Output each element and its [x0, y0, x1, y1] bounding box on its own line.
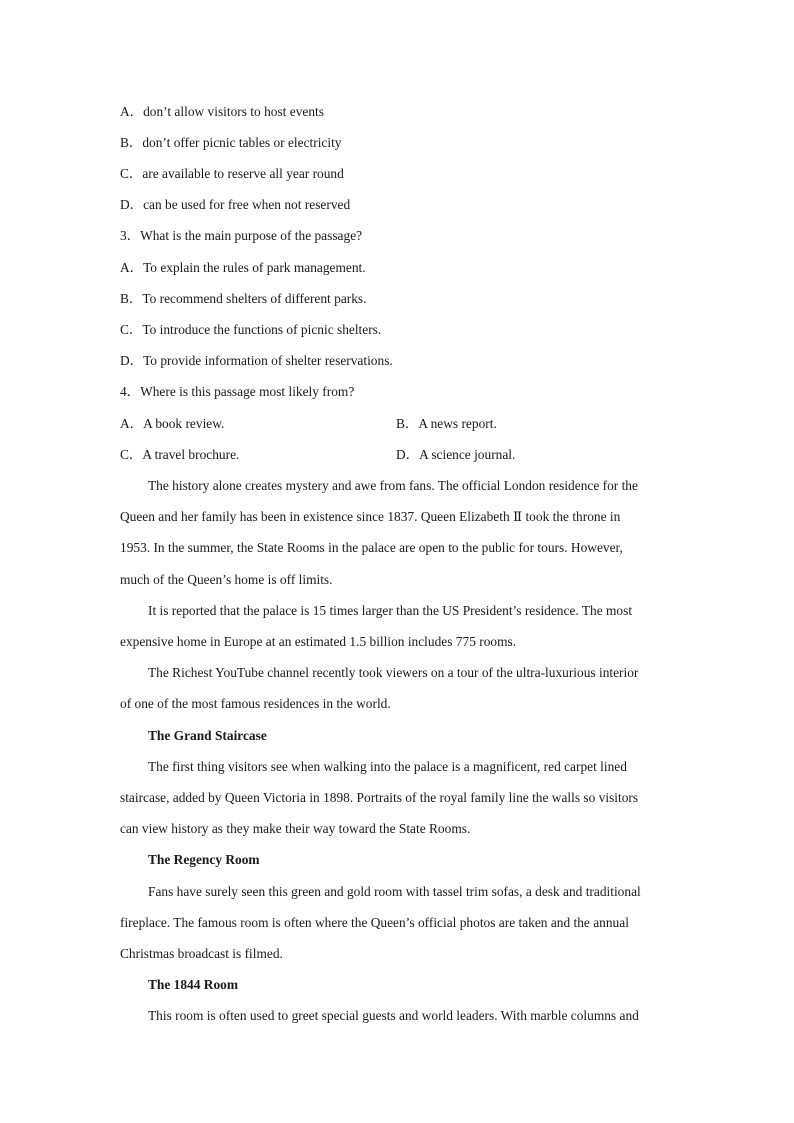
- passage-p4-line: staircase, added by Queen Victoria in 1898. Portraits of the royal family line the walls so visitors: [120, 790, 639, 805]
- q4-option-d: [396, 447, 656, 463]
- q2-option-a: [120, 104, 665, 120]
- passage-p1-line: The history alone creates mystery and awe from fans. The official London residence for the: [148, 478, 638, 493]
- option-letter: C．: [120, 447, 143, 462]
- passage-p1-line: much of the Queen’s home is off limits.: [120, 572, 333, 587]
- passage-p6-line: This room is often used to greet special guests and world leaders. With marble columns and: [148, 1008, 639, 1023]
- passage-p4-line: The first thing visitors see when walking into the palace is a magnificent, red carpet lined: [148, 759, 627, 774]
- passage-p5-line: Christmas broadcast is filmed.: [120, 946, 283, 961]
- option-letter: A．: [120, 260, 144, 275]
- option-letter: B．: [120, 135, 143, 150]
- section-heading-regency-room: The Regency Room: [148, 852, 260, 867]
- option-letter: B．: [120, 291, 143, 306]
- q3-option-d: [120, 353, 665, 369]
- section-heading-1844-room: The 1844 Room: [148, 977, 239, 992]
- passage-p1-line: 1953. In the summer, the State Rooms in the palace are open to the public for tours. However,: [120, 540, 623, 555]
- option-text: To introduce the functions of picnic shelters.: [142, 322, 382, 337]
- q3-option-a: [120, 260, 665, 276]
- passage-p4-line: can view history as they make their way toward the State Rooms.: [120, 821, 471, 836]
- q4-option-c: [120, 447, 380, 463]
- option-letter: D．: [120, 197, 144, 212]
- option-text: don’t offer picnic tables or electricity: [142, 135, 342, 150]
- option-text: To explain the rules of park management.: [143, 260, 366, 275]
- q2-option-d: [120, 197, 665, 213]
- passage-p3-line: The Richest YouTube channel recently took viewers on a tour of the ultra-luxurious interior: [148, 665, 639, 680]
- option-text: A science journal.: [419, 447, 516, 462]
- option-letter: A．: [120, 104, 144, 119]
- passage-p2-line: It is reported that the palace is 15 times larger than the US President’s residence. The most: [148, 603, 633, 618]
- option-text: can be used for free when not reserved: [143, 197, 351, 212]
- option-letter: C．: [120, 166, 143, 181]
- option-letter: B．: [396, 416, 419, 431]
- q3-stem: 3．What is the main purpose of the passage?: [120, 228, 363, 243]
- passage-p5-line: fireplace. The famous room is often where the Queen’s official photos are taken and the annual: [120, 915, 629, 930]
- option-text: To provide information of shelter reservations.: [143, 353, 393, 368]
- option-text: don’t allow visitors to host events: [143, 104, 324, 119]
- q2-option-b: [120, 135, 665, 151]
- option-text: To recommend shelters of different parks.: [142, 291, 367, 306]
- option-text: A book review.: [143, 416, 225, 431]
- option-text: A news report.: [418, 416, 497, 431]
- section-heading-grand-staircase: The Grand Staircase: [148, 728, 267, 743]
- passage-p3-line: of one of the most famous residences in the world.: [120, 696, 391, 711]
- option-letter: D．: [396, 447, 420, 462]
- option-letter: A．: [120, 416, 144, 431]
- q4-stem: 4．Where is this passage most likely from?: [120, 384, 355, 399]
- option-letter: C．: [120, 322, 143, 337]
- q3-option-c: [120, 322, 665, 338]
- q4-option-a: [120, 416, 380, 432]
- passage-p2-line: expensive home in Europe at an estimated 1.5 billion includes 775 rooms.: [120, 634, 517, 649]
- option-text: A travel brochure.: [142, 447, 240, 462]
- q2-option-c: [120, 166, 665, 182]
- q4-option-b: [396, 416, 656, 432]
- q3-option-b: [120, 291, 665, 307]
- option-letter: D．: [120, 353, 144, 368]
- option-text: are available to reserve all year round: [142, 166, 344, 181]
- passage-p1-line: Queen and her family has been in existence since 1837. Queen Elizabeth Ⅱ took the throne in: [120, 509, 621, 524]
- passage-p5-line: Fans have surely seen this green and gold room with tassel trim sofas, a desk and traditional: [148, 884, 641, 899]
